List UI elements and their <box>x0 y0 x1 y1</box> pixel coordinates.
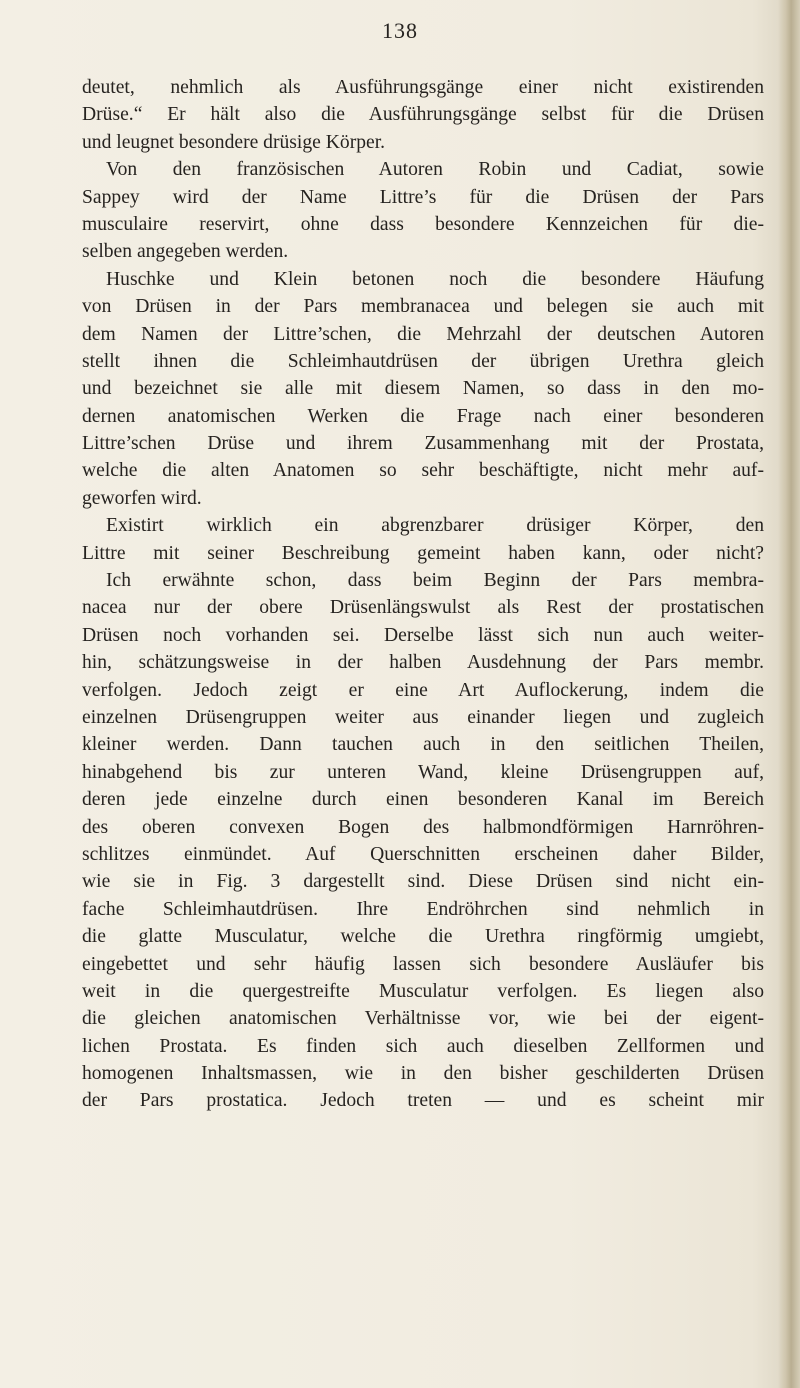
text-line: fache Schleimhautdrüsen. Ihre Endröhrchen sind nehmlich in <box>82 898 764 920</box>
text-line: dernen anatomischen Werken die Frage nach einer besonderen <box>82 405 764 427</box>
text-line: stellt ihnen die Schleimhautdrüsen der übrigen Urethra gleich <box>82 350 764 372</box>
text-line: wie sie in Fig. 3 dargestellt sind. Diese Drüsen sind nicht ein- <box>82 871 764 893</box>
text-line: Littre mit seiner Beschreibung gemeint haben kann, oder nicht? <box>82 542 764 564</box>
text-line: Drüse.“ Er hält also die Ausführungsgänge selbst für die Drüsen <box>82 104 764 126</box>
text-line: verfolgen. Jedoch zeigt er eine Art Auflockerung, indem die <box>82 679 764 701</box>
text-line: der Pars prostatica. Jedoch treten — und es scheint mir <box>82 1090 764 1112</box>
text-line: kleiner werden. Dann tauchen auch in den seitlichen Theilen, <box>82 734 764 756</box>
text-line: weit in die quergestreifte Musculatur verfolgen. Es liegen also <box>82 980 764 1002</box>
text-line: selben angegeben werden. <box>82 241 289 263</box>
text-line: lichen Prostata. Es finden sich auch dieselben Zellformen und <box>82 1035 764 1057</box>
text-line: Sappey wird der Name Littre’s für die Drüsen der Pars <box>82 186 764 208</box>
text-line: des oberen convexen Bogen des halbmondförmigen Harnröhren- <box>82 816 764 838</box>
text-line: Littre’schen Drüse und ihrem Zusammenhang mit der Prostata, <box>82 433 764 455</box>
text-line: dem Namen der Littre’schen, die Mehrzahl der deutschen Autoren <box>82 323 764 345</box>
text-line: Existirt wirklich ein abgrenzbarer drüsiger Körper, den <box>106 515 764 537</box>
page-edge-shadow <box>778 0 800 1388</box>
text-line: eingebettet und sehr häufig lassen sich besondere Ausläufer bis <box>82 953 764 975</box>
body-text <box>82 74 764 1115</box>
text-line: deutet, nehmlich als Ausführungsgänge einer nicht existirenden <box>82 77 764 98</box>
text-line: nacea nur der obere Drüsenlängswulst als Rest der prostatischen <box>82 597 764 619</box>
text-line: und bezeichnet sie alle mit diesem Namen, so dass in den mo- <box>82 378 764 400</box>
text-line: Huschke und Klein betonen noch die besondere Häufung <box>106 268 764 290</box>
text-line: schlitzes einmündet. Auf Querschnitten erscheinen daher Bilder, <box>82 843 764 865</box>
text-line: Von den französischen Autoren Robin und Cadiat, sowie <box>106 159 764 181</box>
text-line: hin, schätzungsweise in der halben Ausdehnung der Pars membr. <box>82 652 764 674</box>
page-number: 138 <box>382 18 418 43</box>
text-line: einzelnen Drüsengruppen weiter aus einander liegen und zugleich <box>82 706 764 728</box>
text-line: homogenen Inhaltsmassen, wie in den bisher geschilderten Drüsen <box>82 1063 764 1085</box>
text-line: geworfen wird. <box>82 487 202 509</box>
text-line: die gleichen anatomischen Verhältnisse vor, wie bei der eigent- <box>82 1008 764 1030</box>
text-line: die glatte Musculatur, welche die Urethra ringförmig umgiebt, <box>82 926 764 948</box>
text-line: Ich erwähnte schon, dass beim Beginn der Pars membra- <box>106 570 764 592</box>
text-line: von Drüsen in der Pars membranacea und belegen sie auch mit <box>82 296 764 318</box>
text-line: deren jede einzelne durch einen besonderen Kanal im Bereich <box>82 789 764 811</box>
text-line: welche die alten Anatomen so sehr beschäftigte, nicht mehr auf- <box>82 460 764 482</box>
text-line: hinabgehend bis zur unteren Wand, kleine Drüsengruppen auf, <box>82 761 764 783</box>
text-line: und leugnet besondere drüsige Körper. <box>82 131 386 153</box>
text-line: musculaire reservirt, ohne dass besondere Kennzeichen für die- <box>82 213 764 235</box>
text-line: Drüsen noch vorhanden sei. Derselbe lässt sich nun auch weiter- <box>82 624 764 646</box>
